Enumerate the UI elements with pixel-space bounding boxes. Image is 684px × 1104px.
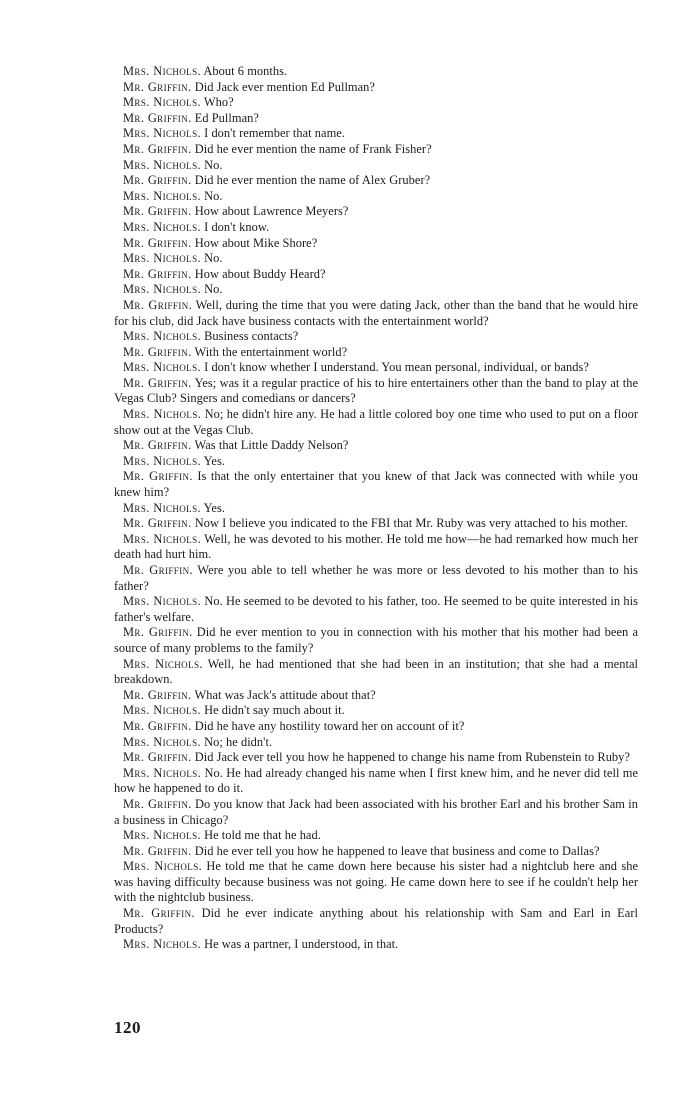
speaker-name: Mrs. Nichols. xyxy=(123,407,202,422)
speaker-name: Mrs. Nichols. xyxy=(123,453,201,468)
speech-text: Did Jack ever mention Ed Pullman? xyxy=(191,79,375,94)
transcript-paragraph xyxy=(114,173,638,189)
transcript-paragraph xyxy=(114,766,638,797)
transcript-paragraph xyxy=(114,859,638,906)
speaker-name: Mr. Griffin. xyxy=(123,718,192,733)
speech-text: I don't know. xyxy=(200,219,270,234)
speech-text: No; he didn't hire any. He had a little colored boy one time who used to put on a floor show out at the Vegas Club. xyxy=(114,407,638,437)
speaker-name: Mr. Griffin. xyxy=(123,266,192,281)
transcript-paragraph xyxy=(114,563,638,594)
speech-text: No. He had already changed his name when I first knew him, and he never did tell me how he happened to do it. xyxy=(114,765,638,796)
speaker-name: Mrs. Nichols. xyxy=(123,329,201,344)
speech-text: How about Lawrence Meyers? xyxy=(191,204,349,219)
speaker-name: Mrs. Nichols. xyxy=(123,157,201,172)
speech-text: Who? xyxy=(200,95,234,110)
speaker-name: Mrs. Nichols. xyxy=(123,656,203,671)
speech-text: No. xyxy=(200,282,223,297)
speech-text: Did he ever tell you how he happened to leave that business and come to Dallas? xyxy=(191,843,600,858)
transcript-paragraph xyxy=(114,236,638,252)
speaker-name: Mrs. Nichols. xyxy=(123,95,201,110)
speech-text: No. xyxy=(200,157,223,172)
transcript-paragraph xyxy=(114,329,638,345)
speech-text: With the entertainment world? xyxy=(191,344,348,359)
speech-text: Did he ever indicate anything about his relationship with Sam and Earl in Earl Products? xyxy=(114,906,638,936)
speech-text: Did he ever mention to you in connection with his mother that his mother had been a source of many problems to the family? xyxy=(114,625,638,655)
transcript-paragraph xyxy=(114,80,638,96)
speaker-name: Mr. Griffin. xyxy=(123,516,192,531)
transcript-paragraph xyxy=(114,735,638,751)
speaker-name: Mrs. Nichols. xyxy=(123,219,201,234)
transcript-paragraph xyxy=(114,360,638,376)
speech-text: Did Jack ever tell you how he happened to change his name from Rubenstein to Ruby? xyxy=(191,750,630,765)
speech-text: How about Buddy Heard? xyxy=(191,266,326,281)
transcript-paragraph xyxy=(114,204,638,220)
speaker-name: Mr. Griffin. xyxy=(123,79,192,94)
speech-text: No. xyxy=(200,251,223,266)
transcript-paragraph xyxy=(114,937,638,953)
transcript-paragraph xyxy=(114,407,638,438)
speaker-name: Mr. Griffin. xyxy=(123,141,192,156)
speaker-name: Mr. Griffin. xyxy=(123,235,192,250)
speaker-name: Mr. Griffin. xyxy=(123,843,192,858)
speech-text: Yes. xyxy=(200,453,225,468)
speaker-name: Mr. Griffin. xyxy=(123,563,193,577)
speech-text: Well, during the time that you were dating Jack, other than the band that he would hire for his club, did Jack have business contacts with the entertainment world? xyxy=(114,297,638,328)
speech-text: I don't know whether I understand. You mean personal, individual, or bands? xyxy=(200,360,589,375)
speech-text: Business contacts? xyxy=(200,329,299,344)
transcript-paragraph xyxy=(114,126,638,142)
speech-text: Did he ever mention the name of Alex Gruber? xyxy=(191,173,431,188)
speech-text: Do you know that Jack had been associated with his brother Earl and his brother Sam in a business in Chicago? xyxy=(114,796,638,827)
speaker-name: Mr. Griffin. xyxy=(123,687,192,702)
transcript-paragraph xyxy=(114,828,638,844)
speaker-name: Mrs. Nichols. xyxy=(123,531,202,546)
speech-text: He was a partner, I understood, in that. xyxy=(200,937,399,952)
speech-text: What was Jack's attitude about that? xyxy=(191,687,376,702)
transcript-paragraph xyxy=(114,625,638,656)
speaker-name: Mrs. Nichols. xyxy=(123,734,201,749)
speech-text: Was that Little Daddy Nelson? xyxy=(191,438,349,453)
speech-text: Is that the only entertainer that you knew of that Jack was connected with while you knew him? xyxy=(114,469,638,500)
transcript-paragraph xyxy=(114,298,638,329)
speaker-name: Mrs. Nichols. xyxy=(123,703,201,718)
speech-text: No. xyxy=(200,188,223,203)
speaker-name: Mrs. Nichols. xyxy=(123,188,201,203)
speech-text: Did he have any hostility toward her on account of it? xyxy=(191,718,465,733)
speaker-name: Mrs. Nichols. xyxy=(123,126,201,141)
speaker-name: Mr. Griffin. xyxy=(123,750,192,765)
speech-text: Did he ever mention the name of Frank Fisher? xyxy=(191,141,432,156)
transcript-paragraph xyxy=(114,345,638,361)
speaker-name: Mr. Griffin. xyxy=(123,344,192,359)
transcript-paragraph xyxy=(114,454,638,470)
speech-text: Were you able to tell whether he was more or less devoted to his mother than to his father? xyxy=(114,563,638,593)
transcript-paragraph xyxy=(114,703,638,719)
transcript-paragraph xyxy=(114,532,638,563)
speaker-name: Mr. Griffin. xyxy=(123,297,193,312)
speaker-name: Mr. Griffin. xyxy=(123,796,192,811)
transcript-paragraph xyxy=(114,750,638,766)
speaker-name: Mr. Griffin. xyxy=(123,469,193,484)
transcript-body xyxy=(114,64,638,953)
transcript-paragraph xyxy=(114,142,638,158)
speaker-name: Mrs. Nichols. xyxy=(123,360,201,375)
transcript-paragraph xyxy=(114,267,638,283)
speech-text: He told me that he had. xyxy=(200,828,321,843)
transcript-paragraph xyxy=(114,111,638,127)
speaker-name: Mr. Griffin. xyxy=(123,438,192,453)
speech-text: Yes; was it a regular practice of his to hire entertainers other than the band to play at the Vegas Club? Singers and comedians or dancers? xyxy=(114,375,639,406)
speech-text: Now I believe you indicated to the FBI that Mr. Ruby was very attached to his mother. xyxy=(191,516,628,531)
speech-text: He told me that he came down here because his sister had a nightclub here and she was having difficulty because business was not going. He came down here to see if he couldn't help her with the nightclub business. xyxy=(114,859,638,905)
speech-text: He didn't say much about it. xyxy=(200,703,345,718)
transcript-paragraph xyxy=(114,438,638,454)
speech-text: Well, he had mentioned that she had been in an institution; that she had a mental breakdown. xyxy=(114,656,639,687)
speaker-name: Mrs. Nichols. xyxy=(123,282,201,297)
speaker-name: Mrs. Nichols. xyxy=(123,765,202,780)
speaker-name: Mrs. Nichols. xyxy=(123,594,202,609)
transcript-paragraph xyxy=(114,282,638,298)
speech-text: About 6 months. xyxy=(200,64,288,78)
speaker-name: Mr. Griffin. xyxy=(123,625,193,640)
transcript-paragraph xyxy=(114,376,638,407)
transcript-paragraph xyxy=(114,657,638,688)
speaker-name: Mrs. Nichols. xyxy=(123,64,201,78)
speech-text: Well, he was devoted to his mother. He told me how—he had remarked how much her death had hurt him. xyxy=(114,531,638,562)
speaker-name: Mrs. Nichols. xyxy=(123,859,203,874)
speaker-name: Mr. Griffin. xyxy=(123,110,192,125)
speech-text: Ed Pullman? xyxy=(191,110,259,125)
speech-text: No. He seemed to be devoted to his father, too. He seemed to be quite interested in his father's welfare. xyxy=(114,594,639,624)
transcript-paragraph xyxy=(114,906,638,937)
transcript-paragraph xyxy=(114,251,638,267)
speaker-name: Mrs. Nichols. xyxy=(123,937,201,952)
transcript-paragraph xyxy=(114,189,638,205)
page-number: 120 xyxy=(114,1018,141,1037)
transcript-paragraph xyxy=(114,688,638,704)
transcript-paragraph xyxy=(114,95,638,111)
speaker-name: Mr. Griffin. xyxy=(123,906,196,921)
speech-text: How about Mike Shore? xyxy=(191,235,318,250)
transcript-paragraph xyxy=(114,158,638,174)
transcript-paragraph xyxy=(114,64,638,80)
transcript-paragraph xyxy=(114,719,638,735)
speaker-name: Mrs. Nichols. xyxy=(123,828,201,843)
speaker-name: Mr. Griffin. xyxy=(123,375,192,390)
transcript-paragraph xyxy=(114,844,638,860)
speaker-name: Mr. Griffin. xyxy=(123,204,192,219)
speech-text: No; he didn't. xyxy=(200,734,273,749)
transcript-paragraph xyxy=(114,469,638,500)
speech-text: Yes. xyxy=(200,500,225,515)
transcript-paragraph xyxy=(114,516,638,532)
speaker-name: Mrs. Nichols. xyxy=(123,500,201,515)
transcript-paragraph xyxy=(114,501,638,517)
transcript-paragraph xyxy=(114,594,638,625)
transcript-paragraph xyxy=(114,797,638,828)
transcript-paragraph xyxy=(114,220,638,236)
speaker-name: Mrs. Nichols. xyxy=(123,251,201,266)
speaker-name: Mr. Griffin. xyxy=(123,173,192,188)
speech-text: I don't remember that name. xyxy=(200,126,345,141)
